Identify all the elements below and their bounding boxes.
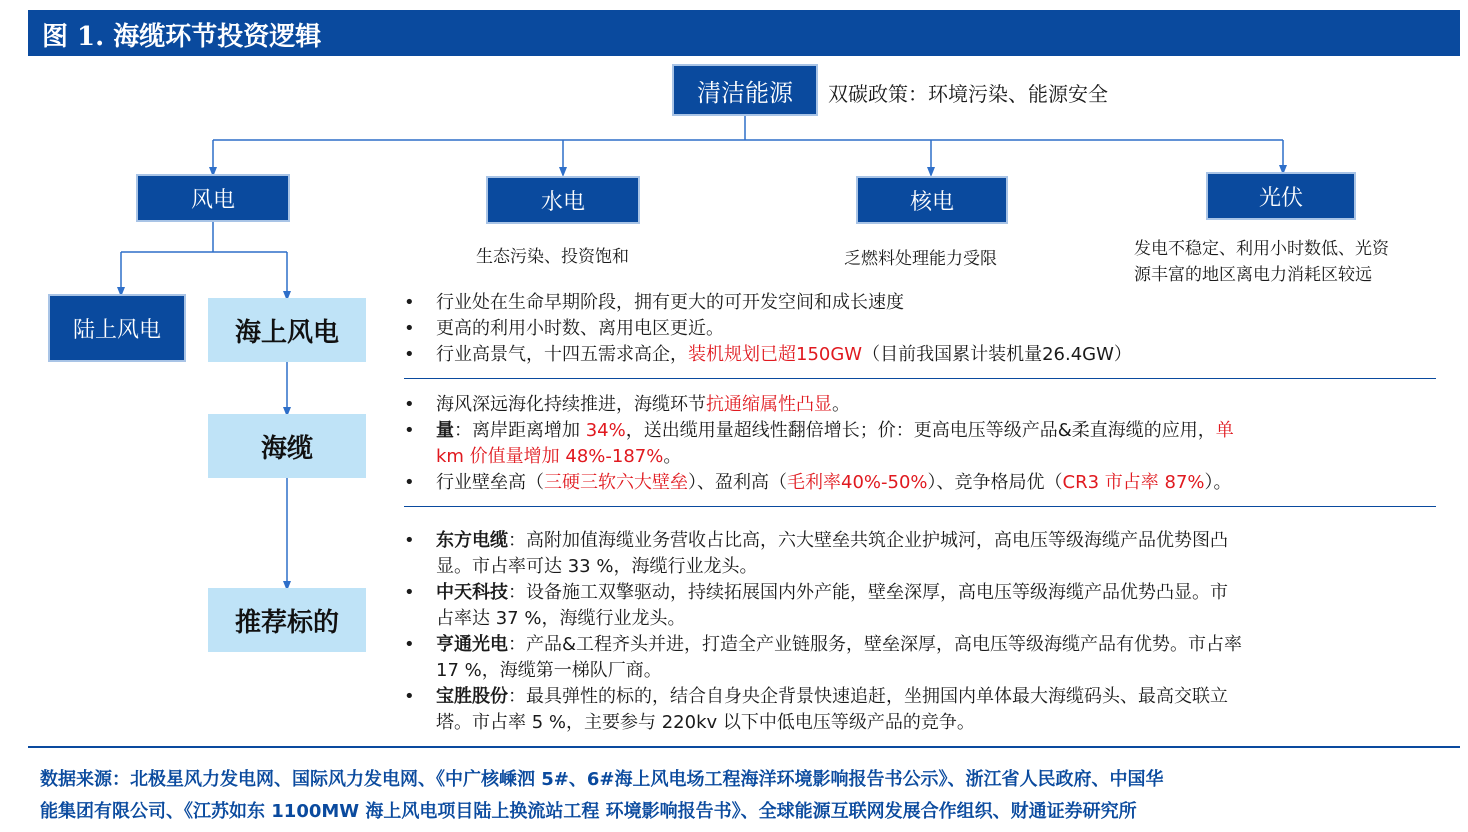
subsea-cable-node: 海缆: [208, 414, 366, 478]
hydro-node: 水电: [486, 176, 640, 224]
list-item: • 行业处在生命早期阶段，拥有更大的可开发空间和成长速度: [404, 292, 904, 313]
nuclear-node: 核电: [856, 176, 1008, 224]
data-source: [40, 764, 1460, 828]
section-divider: [404, 506, 1436, 507]
dual-carbon-note: 双碳政策：环境污染、能源安全: [828, 82, 1108, 106]
solar-note-line1: 发电不稳定、利用小时数低、光资: [1134, 239, 1389, 259]
hydro-note: 生态污染、投资饱和: [476, 247, 629, 267]
solar-note-line2: 源丰富的地区离电力消耗区较远: [1134, 265, 1372, 285]
section-divider: [404, 378, 1436, 379]
cable-bullets: [404, 392, 1444, 496]
list-item: • 宝胜股份：最具弹性的标的，结合自身央企背景快速追赶，坐拥国内单体最大海缆码头、最高交联立 塔。市占率 5 %，主要参与 220kv 以下中低电压等级产品的竞争。: [404, 686, 1228, 733]
nuclear-note: 乏燃料处理能力受限: [844, 249, 997, 269]
offshore-bullets: [404, 290, 1444, 368]
list-item: • 行业高景气，十四五需求高企，装机规划已超150GW（目前我国累计装机量26.4GW）: [404, 344, 1132, 365]
onshore-wind-node: 陆上风电: [48, 294, 186, 362]
list-item: • 亨通光电：产品&工程齐头并进，打造全产业链服务，壁垒深厚，高电压等级海缆产品有优势。市占率 17 %，海缆第一梯队厂商。: [404, 634, 1243, 681]
offshore-wind-node: 海上风电: [208, 298, 366, 362]
footer-divider: [28, 746, 1460, 748]
clean-energy-node: 清洁能源: [672, 64, 818, 116]
wind-node: 风电: [136, 174, 290, 222]
list-item: • 更高的利用小时数、离用电区更近。: [404, 318, 724, 339]
figure-title: 图 1. 海缆环节投资逻辑: [42, 22, 322, 52]
list-item: • 东方电缆：高附加值海缆业务营收占比高，六大壁垒共筑企业护城河，高电压等级海缆产品优势图凸 显。市占率可达 33 %，海缆行业龙头。: [404, 530, 1228, 577]
solar-node: 光伏: [1206, 172, 1356, 220]
list-item: • 海风深远海化持续推进，海缆环节抗通缩属性凸显。: [404, 394, 850, 415]
list-item: • 量：离岸距离增加 34%，送出缆用量超线性翻倍增长；价：更高电压等级产品&柔直海缆的应用，单 km 价值量增加 48%-187%。: [404, 420, 1234, 467]
data-source-line2: 能集团有限公司、《江苏如东 1100MW 海上风电项目陆上换流站工程 环境影响报告书》、全球能源互联网发展合作组织、财通证券研究所: [40, 801, 1137, 822]
recommended-picks-node: 推荐标的: [208, 588, 366, 652]
picks-bullets: [404, 528, 1444, 736]
list-item: • 中天科技：设备施工双擎驱动，持续拓展国内外产能，壁垒深厚，高电压等级海缆产品优势凸显。市 占率达 37 %，海缆行业龙头。: [404, 582, 1228, 629]
list-item: • 行业壁垒高（三硬三软六大壁垒）、盈利高（毛利率40%-50%）、竞争格局优（CR3 市占率 87%）。: [404, 472, 1232, 493]
data-source-line1: 数据来源：北极星风力发电网、国际风力发电网、《中广核嵊泗 5#、6#海上风电场工程海洋环境影响报告书公示》、浙江省人民政府、中国华: [40, 769, 1164, 790]
